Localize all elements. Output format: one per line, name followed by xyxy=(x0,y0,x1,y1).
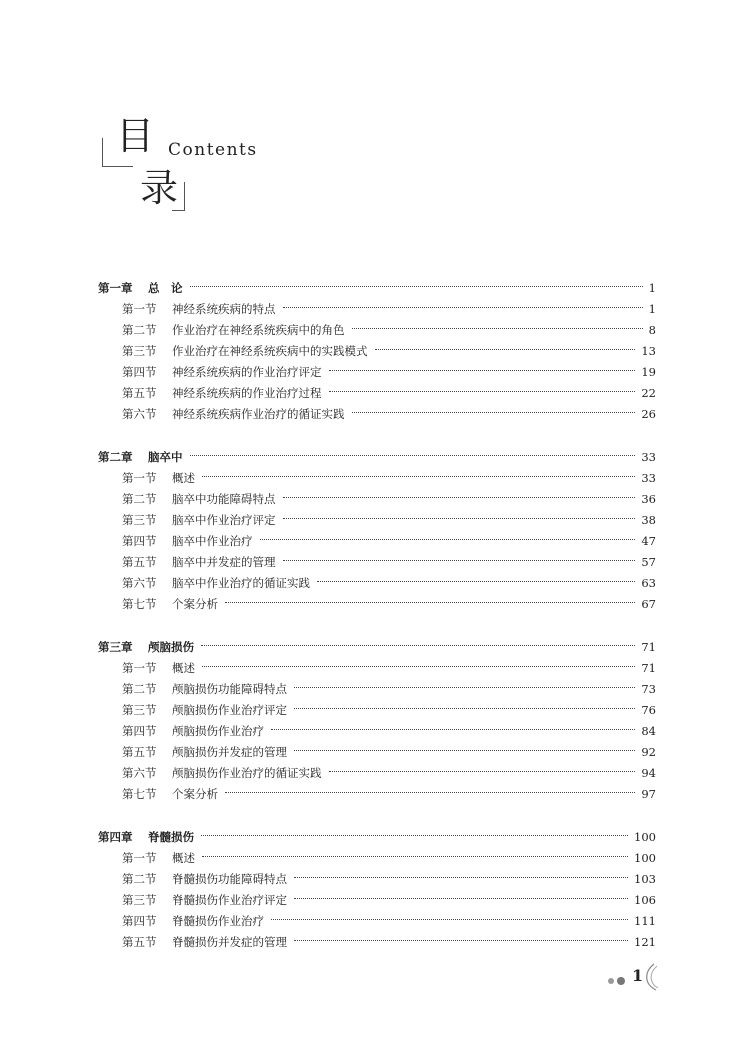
chapter-title: 脊髓损伤 xyxy=(148,830,194,844)
toc-section-row[interactable] xyxy=(98,932,656,953)
dot-leader xyxy=(329,771,636,772)
dot-leader xyxy=(375,349,636,350)
page-number: 1 xyxy=(632,966,644,985)
section-label: 第六节 xyxy=(122,766,157,780)
dot-leader xyxy=(202,666,635,667)
section-title: 颅脑损伤功能障碍特点 xyxy=(172,682,287,696)
section-label: 第五节 xyxy=(122,555,157,569)
section-title: 神经系统疾病的作业治疗评定 xyxy=(172,365,322,379)
footer-dot-large-icon xyxy=(617,977,625,985)
page-ref: 26 xyxy=(641,407,656,421)
section-title: 个案分析 xyxy=(172,787,218,801)
dot-leader xyxy=(201,645,635,646)
toc-section-row[interactable] xyxy=(98,721,656,742)
toc-section-row[interactable] xyxy=(98,362,656,383)
toc-section-row[interactable] xyxy=(98,404,656,425)
page-ref: 1 xyxy=(648,281,656,295)
toc-section-row[interactable] xyxy=(98,531,656,552)
page-ref: 22 xyxy=(641,386,656,400)
title-char-lu: 录 xyxy=(140,166,179,210)
page-ref: 47 xyxy=(641,534,656,548)
section-label: 第三节 xyxy=(122,703,157,717)
section-label: 第四节 xyxy=(122,365,157,379)
page-ref: 33 xyxy=(641,450,656,464)
section-title: 脊髓损伤作业治疗 xyxy=(172,914,264,928)
section-label: 第二节 xyxy=(122,492,157,506)
chapter-label: 第四章 xyxy=(98,830,133,844)
section-label: 第二节 xyxy=(122,872,157,886)
toc-section-row[interactable] xyxy=(98,320,656,341)
section-title: 个案分析 xyxy=(172,597,218,611)
section-label: 第六节 xyxy=(122,576,157,590)
toc-section-row[interactable] xyxy=(98,658,656,679)
toc-chapter-row[interactable] xyxy=(98,278,656,299)
toc-section-row[interactable] xyxy=(98,552,656,573)
page-ref: 92 xyxy=(641,745,656,759)
dot-leader xyxy=(283,518,636,519)
toc-chapter xyxy=(98,827,656,953)
section-label: 第四节 xyxy=(122,534,157,548)
dot-leader xyxy=(317,581,635,582)
toc-section-row[interactable] xyxy=(98,742,656,763)
toc-section-row[interactable] xyxy=(98,468,656,489)
toc-section-row[interactable] xyxy=(98,573,656,594)
section-label: 第一节 xyxy=(122,851,157,865)
chapter-label: 第三章 xyxy=(98,640,133,654)
page-ref: 100 xyxy=(634,830,656,844)
page-ref: 84 xyxy=(641,724,656,738)
dot-leader xyxy=(283,560,636,561)
dot-leader xyxy=(271,729,635,730)
dot-leader xyxy=(294,750,635,751)
page-ref: 94 xyxy=(641,766,656,780)
toc-header xyxy=(98,116,298,216)
dot-leader xyxy=(294,708,635,709)
dot-leader xyxy=(225,792,635,793)
section-title: 颅脑损伤并发症的管理 xyxy=(172,745,287,759)
section-title: 颅脑损伤作业治疗 xyxy=(172,724,264,738)
section-label: 第四节 xyxy=(122,914,157,928)
section-title: 概述 xyxy=(172,471,195,485)
section-label: 第七节 xyxy=(122,597,157,611)
toc-section-row[interactable] xyxy=(98,489,656,510)
section-label: 第二节 xyxy=(122,323,157,337)
dot-leader xyxy=(294,687,635,688)
page-ref: 19 xyxy=(641,365,656,379)
dot-leader xyxy=(202,476,635,477)
dot-leader xyxy=(190,286,643,287)
section-label: 第五节 xyxy=(122,935,157,949)
section-title: 脑卒中并发症的管理 xyxy=(172,555,276,569)
page-ref: 1 xyxy=(648,302,656,316)
toc-section-row[interactable] xyxy=(98,848,656,869)
dot-leader xyxy=(294,940,628,941)
section-title: 概述 xyxy=(172,851,195,865)
page-ref: 100 xyxy=(634,851,656,865)
toc-section-row[interactable] xyxy=(98,679,656,700)
swoosh-decoration-icon xyxy=(640,962,660,992)
toc-chapter-row[interactable] xyxy=(98,637,656,658)
page-ref: 38 xyxy=(641,513,656,527)
dot-leader xyxy=(225,602,635,603)
section-title: 脊髓损伤作业治疗评定 xyxy=(172,893,287,907)
toc-section-row[interactable] xyxy=(98,341,656,362)
section-title: 神经系统疾病的特点 xyxy=(172,302,276,316)
dot-leader xyxy=(294,898,628,899)
section-label: 第三节 xyxy=(122,513,157,527)
page-ref: 76 xyxy=(641,703,656,717)
dot-leader xyxy=(283,307,643,308)
section-title: 脑卒中功能障碍特点 xyxy=(172,492,276,506)
section-label: 第二节 xyxy=(122,682,157,696)
section-label: 第四节 xyxy=(122,724,157,738)
dot-leader xyxy=(260,539,636,540)
title-contents: Contents xyxy=(168,140,258,160)
dot-leader xyxy=(283,497,636,498)
page-ref: 33 xyxy=(641,471,656,485)
section-title: 脑卒中作业治疗 xyxy=(172,534,253,548)
dot-leader xyxy=(329,370,636,371)
section-title: 脊髓损伤功能障碍特点 xyxy=(172,872,287,886)
toc-section-row[interactable] xyxy=(98,700,656,721)
chapter-title: 总 论 xyxy=(148,281,183,295)
page-ref: 13 xyxy=(641,344,656,358)
chapter-label: 第一章 xyxy=(98,281,133,295)
page-ref: 106 xyxy=(634,893,656,907)
page-ref: 73 xyxy=(641,682,656,696)
chapter-title: 脑卒中 xyxy=(148,450,183,464)
toc-chapter xyxy=(98,278,656,425)
page-ref: 71 xyxy=(641,661,656,675)
page-ref: 103 xyxy=(634,872,656,886)
page-ref: 71 xyxy=(641,640,656,654)
toc-section-row[interactable] xyxy=(98,510,656,531)
section-label: 第一节 xyxy=(122,302,157,316)
dot-leader xyxy=(201,835,628,836)
section-label: 第三节 xyxy=(122,893,157,907)
toc-section-row[interactable] xyxy=(98,594,656,615)
section-title: 作业治疗在神经系统疾病中的角色 xyxy=(172,323,345,337)
page-ref: 63 xyxy=(641,576,656,590)
dot-leader xyxy=(190,455,636,456)
title-char-mu: 目 xyxy=(116,114,155,158)
section-title: 神经系统疾病作业治疗的循证实践 xyxy=(172,407,345,421)
table-of-contents xyxy=(98,278,656,975)
chapter-title: 颅脑损伤 xyxy=(148,640,194,654)
toc-section-row[interactable] xyxy=(98,299,656,320)
page-ref: 97 xyxy=(641,787,656,801)
toc-chapter-row[interactable] xyxy=(98,827,656,848)
page-ref: 67 xyxy=(641,597,656,611)
toc-chapter-row[interactable] xyxy=(98,447,656,468)
page-ref: 36 xyxy=(641,492,656,506)
dot-leader xyxy=(352,328,643,329)
dot-leader xyxy=(202,856,628,857)
section-title: 颅脑损伤作业治疗评定 xyxy=(172,703,287,717)
section-title: 神经系统疾病的作业治疗过程 xyxy=(172,386,322,400)
section-label: 第五节 xyxy=(122,386,157,400)
page-ref: 121 xyxy=(634,935,656,949)
page-ref: 111 xyxy=(634,914,656,928)
toc-section-row[interactable] xyxy=(98,383,656,404)
dot-leader xyxy=(294,877,628,878)
toc-section-row[interactable] xyxy=(98,911,656,932)
page-ref: 57 xyxy=(641,555,656,569)
dot-leader xyxy=(329,391,636,392)
section-label: 第一节 xyxy=(122,661,157,675)
section-title: 概述 xyxy=(172,661,195,675)
chapter-label: 第二章 xyxy=(98,450,133,464)
section-label: 第七节 xyxy=(122,787,157,801)
toc-section-row[interactable] xyxy=(98,890,656,911)
toc-chapter xyxy=(98,637,656,805)
section-title: 脑卒中作业治疗的循证实践 xyxy=(172,576,310,590)
toc-chapter xyxy=(98,447,656,615)
footer-dot-small-icon xyxy=(608,978,614,984)
section-label: 第一节 xyxy=(122,471,157,485)
toc-section-row[interactable] xyxy=(98,763,656,784)
section-title: 脊髓损伤并发症的管理 xyxy=(172,935,287,949)
page-ref: 8 xyxy=(648,323,656,337)
toc-section-row[interactable] xyxy=(98,869,656,890)
section-title: 脑卒中作业治疗评定 xyxy=(172,513,276,527)
dot-leader xyxy=(271,919,628,920)
dot-leader xyxy=(352,412,636,413)
section-title: 颅脑损伤作业治疗的循证实践 xyxy=(172,766,322,780)
section-label: 第六节 xyxy=(122,407,157,421)
toc-section-row[interactable] xyxy=(98,784,656,805)
section-label: 第五节 xyxy=(122,745,157,759)
section-title: 作业治疗在神经系统疾病中的实践模式 xyxy=(172,344,368,358)
page-footer xyxy=(606,960,666,996)
section-label: 第三节 xyxy=(122,344,157,358)
